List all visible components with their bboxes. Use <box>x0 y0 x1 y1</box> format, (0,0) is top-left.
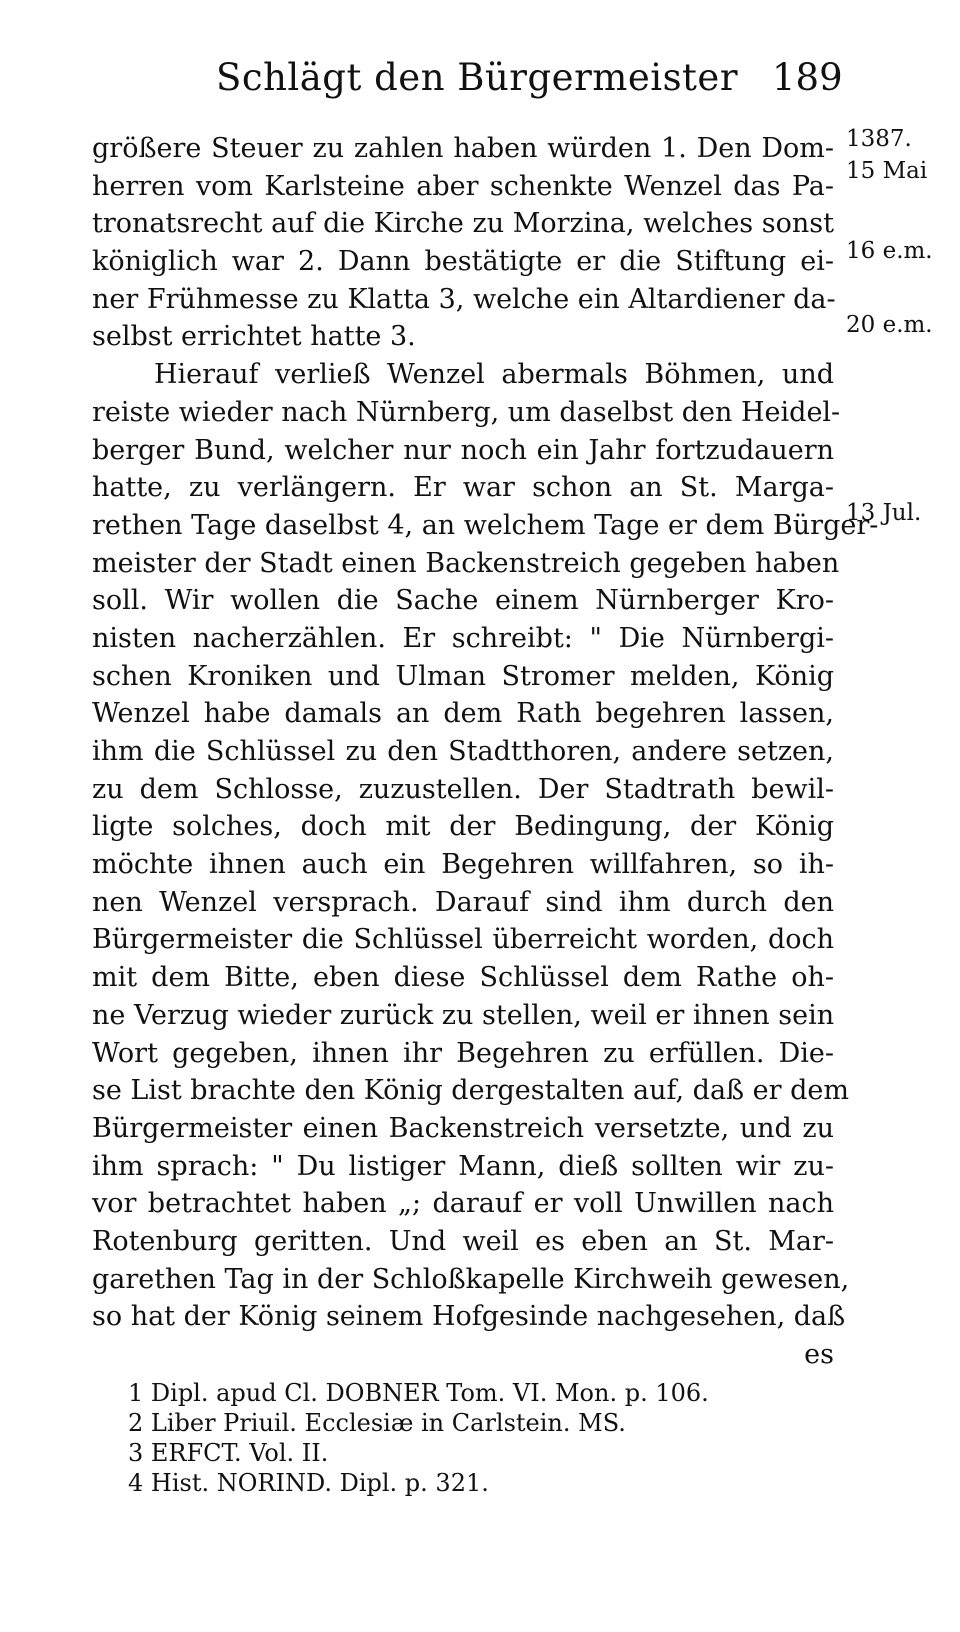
footnote: 1 Dipl. apud Cl. DOBNER Tom. VI. Mon. p. 106. <box>128 1379 709 1407</box>
text-line: Bürgermeister die Schlüssel überreicht worden, doch <box>92 924 834 956</box>
footnote: 2 Liber Priuil. Ecclesiæ in Carlstein. MS. <box>128 1409 626 1437</box>
margin-note-date: 13 Jul. <box>846 500 922 526</box>
page-number: 189 <box>772 56 843 99</box>
text-line: königlich war 2. Dann bestätigte er die Stiftung ei- <box>92 246 834 278</box>
text-line: hatte, zu verlängern. Er war schon an St. Marga- <box>92 472 834 504</box>
text-line: berger Bund, welcher nur noch ein Jahr fortzudauern <box>92 434 834 466</box>
text-line: mit dem Bitte, eben diese Schlüssel dem Rathe oh- <box>92 962 834 994</box>
text-line: so hat der König seinem Hofgesinde nachgesehen, daß <box>92 1301 846 1333</box>
text-line: ner Frühmesse zu Klatta 3, welche ein Altardiener da- <box>92 283 836 315</box>
margin-note-date: 15 Mai <box>846 158 928 184</box>
footnote: 3 ERFCT. Vol. II. <box>128 1439 329 1467</box>
text-line: Bürgermeister einen Backenstreich versetzte, und zu <box>92 1112 834 1144</box>
text-line: vor betrachtet haben „; darauf er voll Unwillen nach <box>92 1188 834 1220</box>
body-text <box>92 130 879 1374</box>
text-line: se List brachte den König dergestalten auf, daß er dem <box>92 1075 849 1107</box>
text-line: Rotenburg geritten. Und weil es eben an St. Mar- <box>92 1225 834 1257</box>
text-line: ne Verzug wieder zurück zu stellen, weil er ihnen sein <box>92 999 835 1031</box>
text-line: Wort gegeben, ihnen ihr Begehren zu erfüllen. Die- <box>92 1037 834 1069</box>
text-line: größere Steuer zu zahlen haben würden 1. Den Dom- <box>92 133 834 164</box>
margin-note-date: 16 e.m. <box>846 238 933 264</box>
text-line: nisten nacherzählen. Er schreibt: " Die Nürnbergi- <box>92 622 834 654</box>
text-line: meister der Stadt einen Backenstreich gegeben haben <box>92 547 840 579</box>
text-line: möchte ihnen auch ein Begehren willfahren, so ih- <box>92 849 834 881</box>
text-line: herren vom Karlsteine aber schenkte Wenzel das Pa- <box>92 170 834 202</box>
text-line: ihm die Schlüssel zu den Stadtthoren, andere setzen, <box>92 736 834 767</box>
text-line: rethen Tage daselbst 4, an welchem Tage er dem Bürger- <box>92 509 879 541</box>
text-line: soll. Wir wollen die Sache einem Nürnberger Kro- <box>92 585 834 617</box>
text-line: selbst errichtet hatte 3. <box>92 321 416 353</box>
text-line: schen Kroniken und Ulman Stromer melden, König <box>92 660 834 692</box>
text-line: nen Wenzel versprach. Darauf sind ihm durch den <box>92 886 834 918</box>
footnote: 4 Hist. NORIND. Dipl. p. 321. <box>128 1469 489 1497</box>
text-line: garethen Tag in der Schloßkapelle Kirchweih gewesen, <box>92 1263 850 1295</box>
text-line: reiste wieder nach Nürnberg, um daselbst den Heidel- <box>92 396 841 428</box>
catchword: es <box>804 1339 834 1370</box>
text-line: ihm sprach: " Du listiger Mann, dieß sollten wir zu- <box>92 1150 834 1182</box>
footnotes <box>128 1378 868 1498</box>
text-line: ligte solches, doch mit der Bedingung, der König <box>92 811 834 843</box>
text-line: tronatsrecht auf die Kirche zu Morzina, welches sonst <box>92 208 834 240</box>
margin-note-year: 1387. <box>846 126 912 152</box>
running-head: Schlägt den Bürgermeister <box>216 56 739 99</box>
margin-note-date: 20 e.m. <box>846 312 933 338</box>
text-line: Wenzel habe damals an dem Rath begehren lassen, <box>92 698 834 730</box>
text-line: Hierauf verließ Wenzel abermals Böhmen, und <box>154 359 834 391</box>
text-line: zu dem Schlosse, zuzustellen. Der Stadtrath bewil- <box>92 773 834 805</box>
